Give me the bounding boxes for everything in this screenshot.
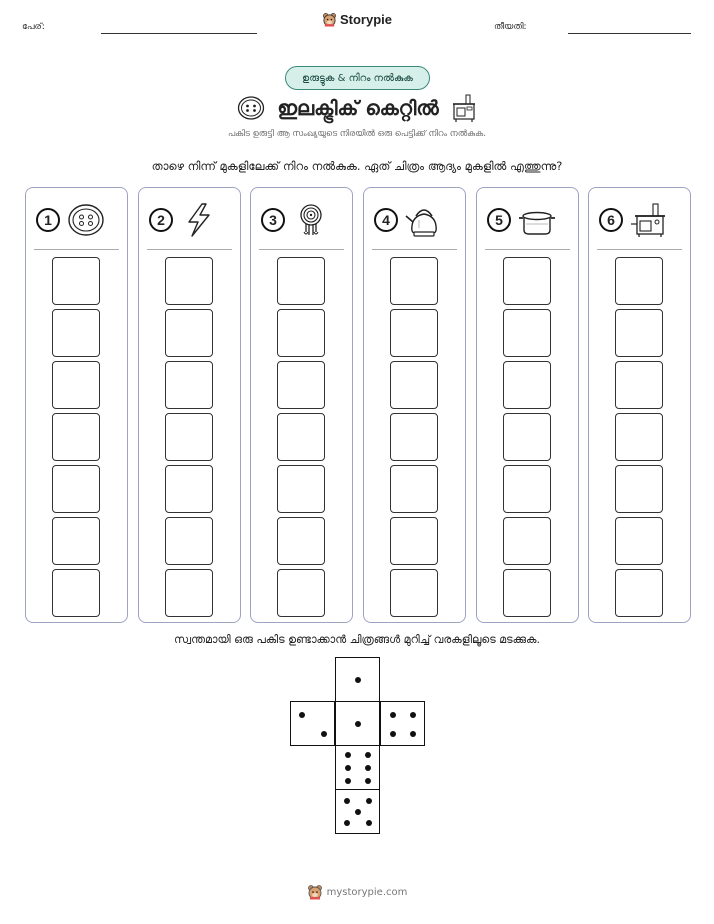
- color-box[interactable]: [503, 361, 551, 409]
- color-box[interactable]: [503, 413, 551, 461]
- color-box[interactable]: [390, 517, 438, 565]
- column-number: 1: [36, 208, 60, 232]
- column-header: [149, 200, 234, 240]
- dice-pip: [355, 809, 361, 815]
- name-label: പേര്:: [22, 22, 45, 32]
- button-icon: [66, 202, 106, 238]
- column-number: 2: [149, 208, 173, 232]
- dice-pip: [321, 731, 327, 737]
- column-number: 6: [599, 208, 623, 232]
- color-box[interactable]: [165, 361, 213, 409]
- color-box[interactable]: [165, 257, 213, 305]
- column-header: [374, 200, 459, 240]
- dice-pip: [345, 765, 351, 771]
- color-box[interactable]: [390, 569, 438, 617]
- stove-icon: [451, 93, 477, 123]
- color-box[interactable]: [165, 517, 213, 565]
- color-box[interactable]: [52, 517, 100, 565]
- dice-pip: [355, 721, 361, 727]
- column-number: 4: [374, 208, 398, 232]
- color-box[interactable]: [503, 569, 551, 617]
- column-header: [487, 200, 572, 240]
- color-box[interactable]: [165, 309, 213, 357]
- subtitle: പകിട ഉരുട്ടി ആ സംഖ്യയുടെ നിരയിൽ ഒരു പെട്ടിക്ക് നിറം നൽകുക.: [228, 129, 486, 139]
- column-header: [36, 200, 121, 240]
- column-number: 3: [261, 208, 285, 232]
- date-label: തീയതി:: [494, 22, 527, 32]
- coil-icon: [291, 202, 331, 238]
- color-box[interactable]: [390, 361, 438, 409]
- color-box[interactable]: [52, 257, 100, 305]
- color-box[interactable]: [277, 413, 325, 461]
- color-box[interactable]: [390, 465, 438, 513]
- dice-pip: [390, 731, 396, 737]
- color-box[interactable]: [277, 517, 325, 565]
- column-1: [25, 187, 128, 623]
- dice-face-2: [290, 701, 335, 746]
- dice-face-1: [335, 701, 380, 746]
- name-line[interactable]: [101, 33, 257, 34]
- color-box[interactable]: [615, 465, 663, 513]
- title-row: [0, 92, 714, 124]
- color-box[interactable]: [503, 517, 551, 565]
- color-box[interactable]: [390, 413, 438, 461]
- color-box[interactable]: [165, 465, 213, 513]
- column-divider: [147, 249, 232, 250]
- bear-icon: [322, 12, 337, 27]
- color-box[interactable]: [52, 465, 100, 513]
- color-box[interactable]: [277, 569, 325, 617]
- pot-icon: [517, 202, 557, 238]
- color-box[interactable]: [615, 309, 663, 357]
- column-header: [599, 200, 684, 240]
- dice-pip: [366, 798, 372, 804]
- dice-pip: [344, 798, 350, 804]
- color-box[interactable]: [52, 413, 100, 461]
- page-title: ഇലക്ട്രിക് കെറ്റിൽ: [277, 96, 439, 120]
- brand-logo: [0, 12, 714, 31]
- color-box[interactable]: [503, 309, 551, 357]
- color-box[interactable]: [615, 517, 663, 565]
- button-icon: [237, 94, 265, 122]
- color-box[interactable]: [390, 257, 438, 305]
- color-box[interactable]: [277, 257, 325, 305]
- color-box[interactable]: [277, 361, 325, 409]
- date-line[interactable]: [568, 33, 691, 34]
- stove-icon: [629, 202, 669, 238]
- column-3: [250, 187, 353, 623]
- dice-face-6: [335, 745, 380, 790]
- color-box[interactable]: [277, 309, 325, 357]
- dice-face-1: [335, 657, 380, 702]
- dice-pip: [366, 820, 372, 826]
- instruction: താഴെ നിന്ന് മുകളിലേക്ക് നിറം നൽകുക. ഏത് ചിത്രം ആദ്യം മുകളിൽ എത്തുന്നു?: [151, 159, 563, 173]
- color-box[interactable]: [615, 413, 663, 461]
- color-box[interactable]: [390, 309, 438, 357]
- color-box[interactable]: [165, 569, 213, 617]
- column-5: [476, 187, 579, 623]
- dice-pip: [345, 778, 351, 784]
- color-box[interactable]: [503, 465, 551, 513]
- column-header: [261, 200, 346, 240]
- lightning-icon: [179, 202, 219, 238]
- dice-face-5: [335, 789, 380, 834]
- color-box[interactable]: [615, 569, 663, 617]
- color-box[interactable]: [165, 413, 213, 461]
- color-box[interactable]: [52, 569, 100, 617]
- color-box[interactable]: [615, 257, 663, 305]
- column-divider: [485, 249, 570, 250]
- bottom-instruction: സ്വന്തമായി ഒരു പകിട ഉണ്ടാക്കാൻ ചിത്രങ്ങൾ മുറിച്ച് വരകളിലൂടെ മടക്കുക.: [174, 633, 540, 646]
- dice-pip: [410, 731, 416, 737]
- column-divider: [372, 249, 457, 250]
- footer-url: mystorypie.com: [326, 886, 408, 898]
- dice-pip: [365, 765, 371, 771]
- dice-pip: [345, 752, 351, 758]
- dice-pip: [365, 752, 371, 758]
- brand-name: Storypie: [339, 12, 392, 27]
- kettle-icon: [404, 202, 444, 238]
- column-4: [363, 187, 466, 623]
- dice-pip: [365, 778, 371, 784]
- color-box[interactable]: [615, 361, 663, 409]
- dice-face-4: [380, 701, 425, 746]
- column-divider: [34, 249, 119, 250]
- color-box[interactable]: [503, 257, 551, 305]
- column-6: [588, 187, 691, 623]
- color-box[interactable]: [52, 361, 100, 409]
- footer-bear-icon: [307, 884, 323, 900]
- column-divider: [259, 249, 344, 250]
- dice-pip: [410, 712, 416, 718]
- dice-pip: [299, 712, 305, 718]
- dice-pip: [390, 712, 396, 718]
- color-box[interactable]: [52, 309, 100, 357]
- column-divider: [597, 249, 682, 250]
- activity-badge: ഉരുട്ടുക & നിറം നൽകുക: [285, 66, 430, 90]
- footer: [0, 884, 714, 903]
- column-number: 5: [487, 208, 511, 232]
- dice-pip: [355, 677, 361, 683]
- column-2: [138, 187, 241, 623]
- color-box[interactable]: [277, 465, 325, 513]
- dice-pip: [344, 820, 350, 826]
